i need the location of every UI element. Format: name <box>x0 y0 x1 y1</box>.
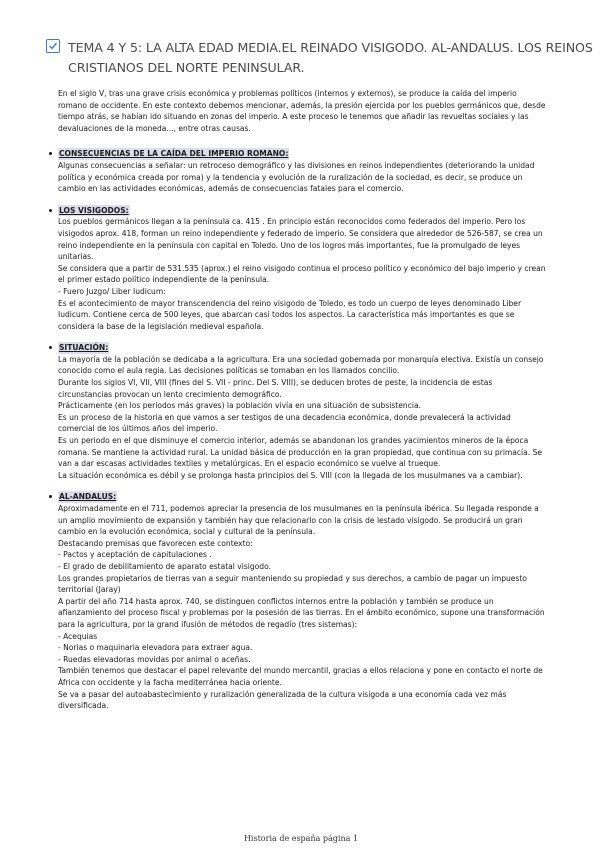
section-situacion <box>58 342 546 481</box>
section-line: Destacando premisas que favorecen este contexto: <box>58 538 253 548</box>
section-visigodos <box>58 205 546 333</box>
section-line: - Pactos y aceptación de capitulaciones . <box>58 550 212 560</box>
checkbox-icon[interactable] <box>46 39 60 53</box>
bullet-icon <box>49 209 52 212</box>
section-line: Algunas consecuencias a señalar: un retroceso demográfico y las divisiones en reinos independientes (deteriorando la unidad política y económica creada por roma) y la tendencia y evolución de la ruralización de la sociedad, es decir, se produce un cambio en las actividades económicas, además de consecuencias fatales para el comercio. <box>58 160 535 194</box>
section-line: Los pueblos germánicos llegan a la península ca. 415 . En principio están reconocidos como federados del imperio. Pero los visigodos aprox. 418, forman un reino independiente y federado de imperio. Se considera que alrededor de 526-587, se crea un reino independiente en la península con capital en Toledo. Uno de los logros más importantes, fue la promulgado de leyes unitarias. <box>58 217 543 262</box>
section-line: Durante los siglos VI, VII, VIII (fines del S. VII - princ. Del S. VIII), se deducen brotes de peste, la incidencia de estas circunstancias provocan un lento crecimiento demográfico. <box>58 378 493 399</box>
section-line: La situación económica es débil y se prolonga hasta principios del S. VIII (con la llegada de los musulmanes va a cambiar). <box>58 470 523 480</box>
section-line: Es un periodo en el que disminuye el comercio interior, además se abandonan los grandes yacimientos mineros de la época romana. Se mantiene la actividad rural. La unidad básica de producción en la gran propiedad, que continua con su primacía. Se van a dar escasas actividades textiles y metalúrgicas. En el espacio económico se vuelve al trueque. <box>58 436 543 469</box>
title-row <box>46 38 598 78</box>
intro-text: En el siglo V, tras una grave crisis económica y problemas políticos (internos y externos), se produce la caída del imperio romano de occidente. En este contexto debemos mencionar, además, la presión ejercida por los pueblos germánicos que, desde tiempo atrás, se habían ido situando en zonas del imperio. A este proceso le tenemos que añadir las revueltas sociales y las devaluaciones de la moneda..., entre otras causas. <box>58 89 546 133</box>
bullet-icon <box>49 152 52 155</box>
section-al-andalus <box>58 491 546 711</box>
section-line: Es un proceso de la historia en que vamos a ser testigos de una decadencia económica, donde prevalecerá la actividad comercial de los últimos años del imperio. <box>58 412 511 434</box>
section-heading: CONSECUENCIAS DE LA CAÍDA DEL IMPERIO ROMANO: <box>59 149 289 159</box>
section-line: Se va a pasar del autoabastecimiento y ruralización generalizada de la cultura visigoda a una economía cada vez más diversificada. <box>58 689 507 711</box>
section-line: Aproximadamente en el 711, podemos apreciar la presencia de los musulmanes en la península ibérica. Su llegada responde a un amplio movimiento de expansión y también hay que relacionarlo con la crisis de lestado visigodo. Se producirá un gran cambio en la evolución económica, social y cultural de la península. <box>58 504 539 537</box>
section-heading: AL-ANDALUS: <box>59 492 117 502</box>
section-consecuencias <box>58 148 546 194</box>
section-line: - Norias o maquinaria elevadora para extraer agua. <box>58 643 253 653</box>
section-line: La mayoría de la población se dedicaba a la agricultura. Era una sociedad gobernada por monarquía electiva. Existía un consejo conocido como el aula regia. Las decisiones políticas se tomaban en los llamados concilio. <box>58 354 544 376</box>
section-line: Es el acontecimiento de mayor transcendencia del reino visigodo de Toledo, es todo un cuerpo de leyes denominado Liber Iudicum. Contiene cerca de 500 leyes, que abarcan casi todos los aspectos. La característica más importantes es que se considera la base de la legislación medieval española. <box>58 298 522 331</box>
section-line: Se considera que a partir de 531.535 (aprox.) el reino visigodo continua el proceso político y económico del bajo imperio y crean el primer estado político independiente de la península. <box>58 263 546 285</box>
section-line: Prácticamente (en los periodos más graves) la población vivía en una situación de subsistencia. <box>58 401 421 411</box>
section-line: Los grandes propietarios de tierras van a seguir manteniendo su propiedad y sus derechos, a cambio de pagar un impuesto territorial (Jaray) <box>58 573 527 595</box>
section-line: - Ruedas elevadoras movidas por animal o aceñas. <box>58 654 251 664</box>
section-line: - Fuero Juzgo/ Liber Iudicum: <box>58 286 166 296</box>
bullet-icon <box>49 346 52 349</box>
section-line: A partir del año 714 hasta aprox. 740, se distinguen conflictos internos entre la población y también se produce un afianzamiento del proceso fiscal y problemas por la posesión de las tierras. En el ámbito económico, supone una transformación para la agricultura, por la grand ifusión de métodos de regadío (tres sistemas): <box>58 596 545 629</box>
bullet-icon <box>49 495 52 498</box>
page-title: TEMA 4 Y 5: LA ALTA EDAD MEDIA.EL REINADO VISIGODO. AL-ANDALUS. LOS REINOS CRISTIANOS DEL NORTE PENINSULAR. <box>68 40 593 75</box>
section-heading: LOS VISIGODOS: <box>59 205 129 215</box>
section-line: - Acequias <box>58 631 98 641</box>
section-line: También tenemos que destacar el papel relevante del mundo mercantil, gracias a ellos relaciona y pone en contacto el norte de África con occidente y la facha mediterránea hacia oriente. <box>58 666 543 687</box>
intro-paragraph <box>58 88 546 134</box>
section-heading: SITUACIÓN: <box>59 343 109 353</box>
page-content <box>58 88 546 712</box>
page-footer: Historia de españa página 1 <box>243 834 359 843</box>
section-line: - El grado de debilitamiento de aparato estatal visigodo. <box>58 561 271 571</box>
